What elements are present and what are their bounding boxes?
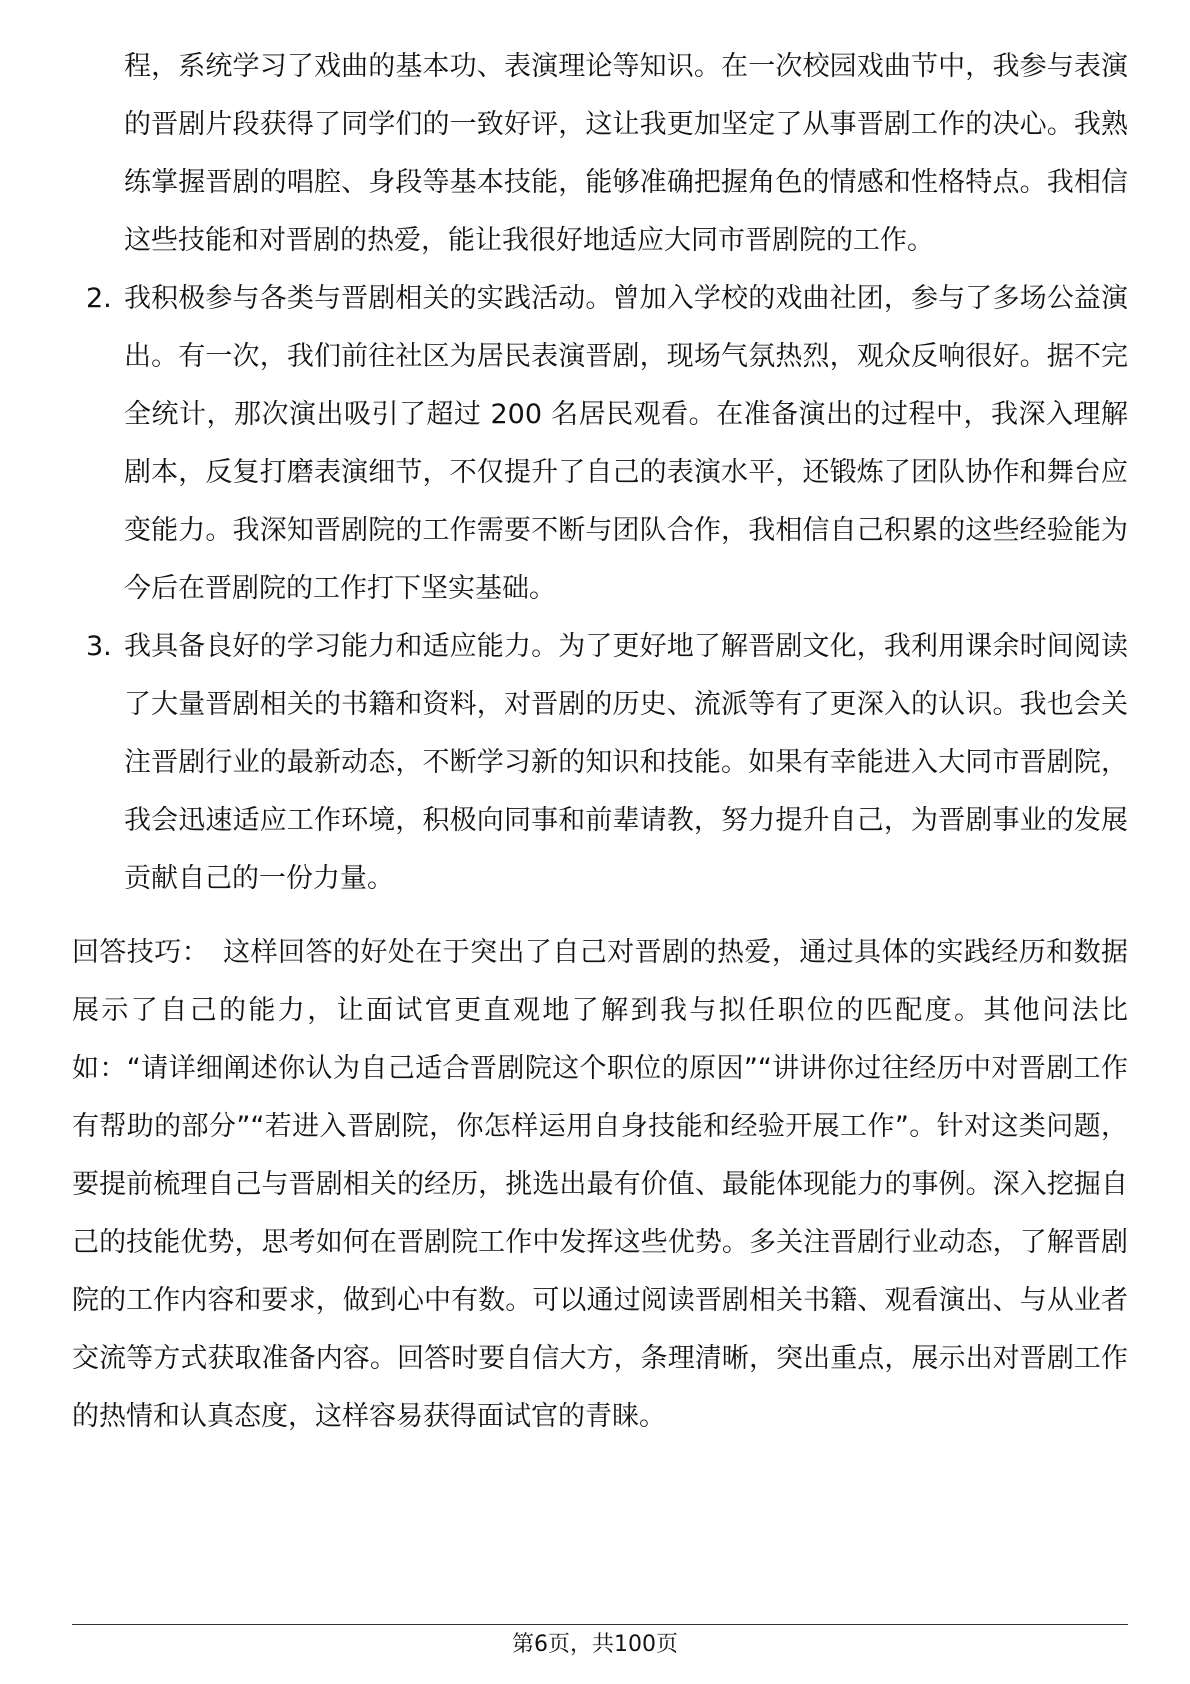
continued-paragraph: 程，系统学习了戏曲的基本功、表演理论等知识。在一次校园戏曲节中，我参与表演的晋剧片段获得了同学们的一致好评，这让我更加坚定了从事晋剧工作的决心。我熟练掌握晋剧的唱腔、身段等基本技能，能够准确把握角色的情感和性格特点。我相信这些技能和对晋剧的热爱，能让我很好地适应大同市晋剧院的工作。	[124, 51, 1128, 256]
list-item	[72, 270, 1128, 618]
answer-list	[72, 270, 1128, 908]
list-item-text: 我具备良好的学习能力和适应能力。为了更好地了解晋剧文化，我利用课余时间阅读了大量晋剧相关的书籍和资料，对晋剧的历史、流派等有了更深入的认识。我也会关注晋剧行业的最新动态，不断学习新的知识和技能。如果有幸能进入大同市晋剧院，我会迅速适应工作环境，积极向同事和前辈请教，努力提升自己，为晋剧事业的发展贡献自己的一份力量。	[124, 631, 1128, 894]
page-content	[72, 38, 1128, 1446]
list-item	[72, 618, 1128, 908]
page-number: 第6页，共100页	[512, 1632, 678, 1657]
footer-divider	[72, 1624, 1128, 1625]
list-item-number: 3.	[86, 631, 112, 662]
tips-text: 这样回答的好处在于突出了自己对晋剧的热爱，通过具体的实践经历和数据展示了自己的能力，让面试官更直观地了解到我与拟任职位的匹配度。其他问法比如：“请详细阐述你认为自己适合晋剧院这个职位的原因”“讲讲你过往经历中对晋剧工作有帮助的部分”“若进入晋剧院，你怎样运用自身技能和经验开展工作”。针对这类问题，要提前梳理自己与晋剧相关的经历，挑选出最有价值、最能体现能力的事例。深入挖掘自己的技能优势，思考如何在晋剧院工作中发挥这些优势。多关注晋剧行业动态，了解晋剧院的工作内容和要求，做到心中有数。可以通过阅读晋剧相关书籍、观看演出、与从业者交流等方式获取准备内容。回答时要自信大方，条理清晰，突出重点，展示出对晋剧工作的热情和认真态度，这样容易获得面试官的青睐。	[72, 937, 1129, 1432]
answer-tips	[72, 924, 1128, 1446]
tips-label: 回答技巧：	[72, 937, 210, 968]
list-item-text: 我积极参与各类与晋剧相关的实践活动。曾加入学校的戏曲社团，参与了多场公益演出。有一次，我们前往社区为居民表演晋剧，现场气氛热烈，观众反响很好。据不完全统计，那次演出吸引了超过 200 名居民观看。在准备演出的过程中，我深入理解剧本，反复打磨表演细节，不仅提升了自己的表演水平，还锻炼了团队协作和舞台应变能力。我深知晋剧院的工作需要不断与团队合作，我相信自己积累的这些经验能为今后在晋剧院的工作打下坚实基础。	[124, 283, 1128, 604]
list-item-number: 2.	[86, 283, 112, 314]
